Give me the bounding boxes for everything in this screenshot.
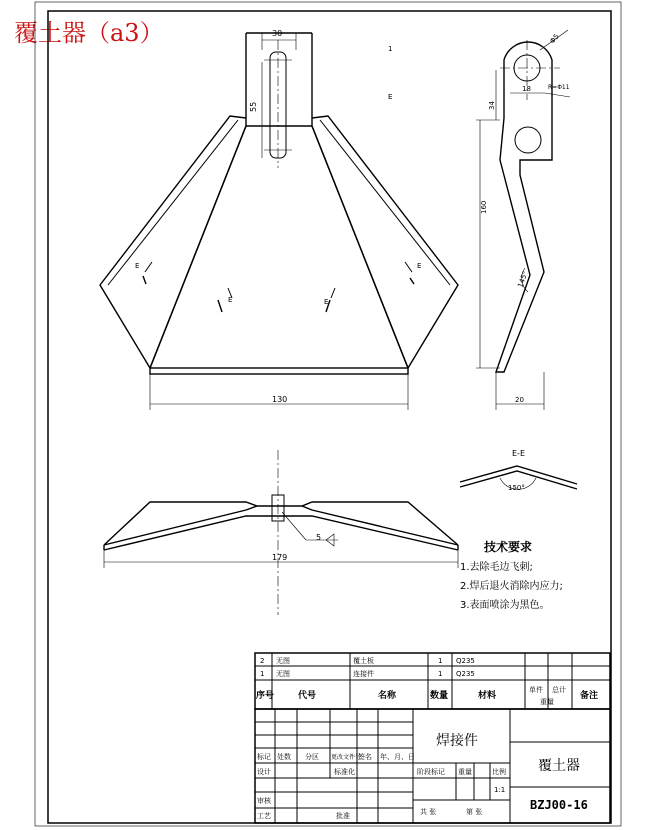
section-view	[460, 449, 577, 492]
label-count: 处数	[277, 753, 291, 761]
drawing-heading: 覆土器（a3）	[14, 19, 164, 47]
bom-header-note: 备注	[580, 691, 599, 701]
label-scale: 比例	[492, 768, 506, 776]
sheet-count: 共 张	[420, 808, 437, 816]
tech-title: 技术要求	[484, 540, 533, 554]
weld-size: 5	[316, 533, 322, 542]
label-design: 设计	[257, 768, 271, 776]
bom-row-2-code: 无图	[276, 657, 290, 665]
bom-header-total-weight: 总计	[552, 686, 566, 694]
sheet-number: 第 张	[466, 808, 483, 816]
bom-row-1-code: 无图	[276, 670, 290, 678]
drawing-title: 覆土器	[538, 758, 580, 774]
top-view	[104, 450, 458, 615]
label-zone: 分区	[305, 753, 319, 761]
section-mark-right	[405, 262, 421, 284]
dim-span: 179	[272, 553, 288, 562]
bom-row-2-qty: 1	[438, 657, 443, 665]
label-change-doc: 更改文件号	[331, 754, 362, 761]
section-mark-center-right	[324, 288, 335, 312]
tech-item-2: 2.焊后退火消除内应力;	[460, 581, 563, 592]
dim-hole: Φ5	[548, 32, 561, 46]
front-view	[100, 29, 458, 410]
bom-header-unit-weight: 单件	[529, 686, 543, 694]
outer-border	[35, 2, 621, 826]
bom-row-1-material: Q235	[456, 670, 475, 678]
bom-row-1-qty: 1	[438, 670, 443, 678]
bom-header-name: 名称	[378, 691, 397, 701]
dim-34: 34	[488, 101, 496, 110]
dim-angle: 145°	[516, 270, 530, 289]
section-mark-center-left	[218, 288, 232, 312]
dim-slot: 55	[249, 101, 258, 112]
tech-item-1: 1.去除毛边飞刺;	[460, 562, 533, 573]
bom-header-code: 代号	[298, 691, 317, 701]
label-date: 年、月、日	[380, 753, 415, 761]
bom-row-2-no: 2	[260, 657, 265, 665]
dim-bottom: 20	[515, 396, 524, 404]
part-name: 焊接件	[436, 733, 478, 749]
section-label: E-E	[512, 449, 525, 458]
label-mark: 标记	[257, 753, 271, 761]
bom-header-material: 材料	[478, 691, 497, 701]
bom-header-weight: 重量	[540, 698, 554, 706]
dim-bend-radius: R=Φ11	[548, 84, 570, 91]
tech-item-3: 3.表面喷涂为黑色。	[460, 600, 550, 611]
label-standardize: 标准化	[334, 768, 355, 776]
view-label-marker: 1	[388, 45, 393, 53]
bom-row-2-name: 覆土板	[353, 657, 374, 665]
label-sign: 签名	[358, 753, 372, 761]
dim-bottom-width: 130	[272, 395, 288, 404]
bom-row-2-material: Q235	[456, 657, 475, 665]
scale-value: 1:1	[494, 786, 506, 794]
svg-text:E: E	[417, 262, 422, 270]
dim-top-width: 30	[272, 29, 283, 38]
label-approve: 批准	[336, 812, 350, 820]
dim-side-width: 18	[522, 85, 531, 93]
label-weight: 重量	[458, 768, 472, 776]
svg-text:E: E	[228, 296, 233, 304]
dim-height: 160	[480, 200, 488, 214]
bom-header-no: 序号	[256, 691, 275, 701]
label-stage: 阶段标记	[417, 768, 445, 776]
side-view	[476, 30, 570, 410]
bom-header-qty: 数量	[430, 691, 449, 701]
section-angle: 150°	[508, 484, 525, 492]
label-review: 审核	[257, 797, 271, 805]
label-craft: 工艺	[257, 812, 271, 820]
view-label-e: E	[388, 93, 393, 101]
drawing-number: BZJ00-16	[530, 798, 588, 812]
bom-table	[255, 653, 610, 709]
section-mark-left	[135, 262, 152, 284]
title-block	[255, 709, 610, 823]
bom-row-1-name: 连接件	[353, 670, 374, 678]
svg-text:E: E	[135, 262, 140, 270]
svg-text:E: E	[324, 298, 329, 306]
bom-row-1-no: 1	[260, 670, 265, 678]
tech-requirements	[460, 539, 563, 611]
